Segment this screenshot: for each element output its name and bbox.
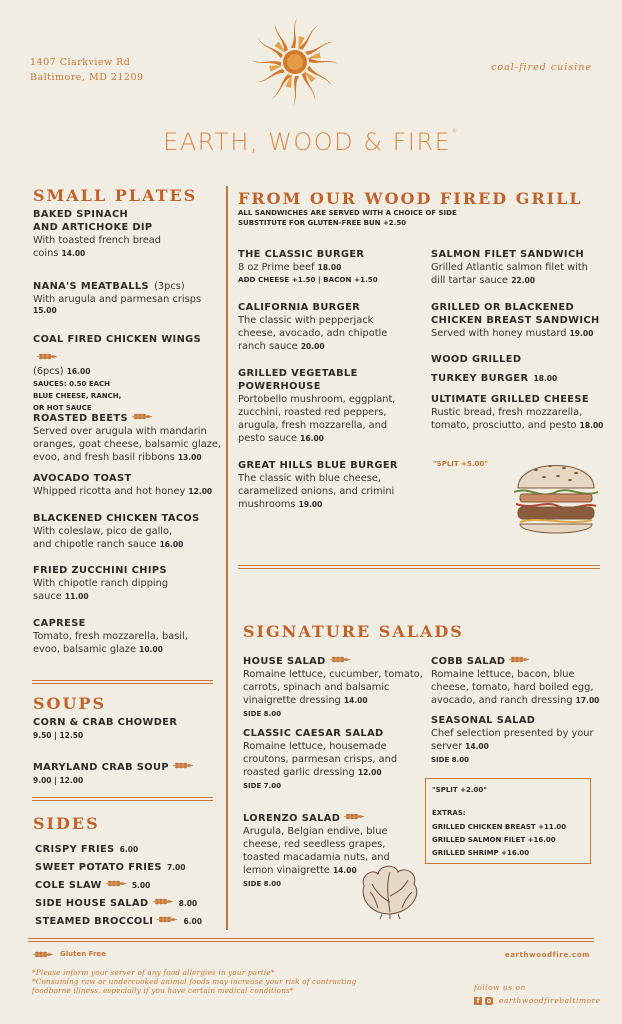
address [30, 55, 144, 85]
small-plates-title: SMALL PLATES [33, 186, 198, 205]
item-price: 5.00 [131, 881, 151, 890]
menu-item [431, 714, 611, 767]
brand-mark: ® [451, 128, 459, 135]
menu-item [33, 716, 223, 743]
disclaimer-line2: *Consuming raw or undercooked animal foods may increase your risk of contracting [32, 977, 357, 986]
menu-item [431, 301, 611, 340]
menu-item [238, 248, 423, 286]
item-desc: Romaine lettuce, housemade [243, 741, 387, 752]
item-desc: With arugula and parmesan crisps [33, 294, 202, 305]
disclaimer-line3: foodborne illness, especially if you have certain medical conditions* [32, 986, 294, 995]
item-price: 12.00 [357, 768, 382, 777]
item-price: 18.00 [579, 421, 604, 430]
item-desc: caramelized onions, and crimini [238, 486, 395, 497]
item-desc: With toasted french bread [33, 235, 161, 246]
item-desc: Arugula, Belgian endive, blue [243, 826, 388, 837]
item-price: 6.00 [183, 917, 202, 926]
item-desc: Served with honey mustard [431, 328, 567, 339]
grill-note-line1: ALL SANDWICHES ARE SERVED WITH A CHOICE OF SIDE [238, 209, 457, 217]
item-desc: avocado, and ranch dressing [431, 695, 573, 706]
item-name: CAPRESE [33, 618, 86, 629]
extras-item: GRILLED CHICKEN BREAST +11.00 [432, 823, 567, 831]
item-desc: cheese, tomato, hard boiled egg, [431, 682, 594, 693]
menu-item [35, 837, 225, 856]
gluten-free-icon [36, 353, 58, 360]
item-name: COAL FIRED CHICKEN WINGS [33, 334, 202, 345]
gluten-free-icon [131, 413, 153, 420]
item-price: 16.00 [159, 540, 184, 549]
menu-item [35, 855, 225, 874]
menu-item [243, 649, 429, 721]
burger-icon [510, 440, 602, 540]
gluten-free-icon [508, 656, 530, 663]
item-name: STEAMED BROCCOLI [35, 916, 154, 927]
footer-divider [28, 938, 594, 942]
column-divider [226, 186, 228, 930]
item-price: 14.00 [61, 249, 86, 258]
item-name: GRILLED OR BLACKENED [431, 302, 575, 313]
item-desc: Served over arugula with mandarin [33, 426, 207, 437]
item-extra: ADD CHEESE +1.50 | BACON +1.50 [238, 275, 378, 284]
item-name: CLASSIC CAESAR SALAD [243, 728, 384, 739]
salad-split: "SPLIT +2.00" [432, 786, 487, 794]
menu-item [35, 891, 225, 910]
item-desc: toasted macadamia nuts, and [243, 852, 390, 863]
item-desc: With chipotle ranch dipping [33, 578, 169, 589]
item-desc: cheese, red seedless grapes, [243, 839, 386, 850]
item-name: ULTIMATE GRILLED CHEESE [431, 394, 589, 405]
menu-item [35, 873, 225, 892]
gluten-free-icon [156, 916, 178, 923]
item-name-line2: CHICKEN BREAST SANDWICH [431, 315, 600, 326]
sides-title: SIDES [33, 814, 100, 833]
item-price: 8.00 [178, 899, 198, 908]
gluten-free-label: Gluten Free [60, 950, 106, 958]
social-handle[interactable]: earthwoodfirebaltimore [499, 996, 601, 1005]
item-price: 14.00 [343, 696, 368, 705]
item-name: CALIFORNIA BURGER [238, 302, 361, 313]
item-name: SALMON FILET SANDWICH [431, 249, 585, 260]
item-desc: croutons, parmesan crisps, and [243, 754, 398, 765]
item-price: 15.00 [33, 306, 57, 315]
grill-note-line2: SUBSTITUTE FOR GLUTEN-FREE BUN +2.50 [238, 219, 407, 227]
grill-split: "SPLIT +5.00" [433, 460, 488, 468]
item-desc: With coleslaw, pico de gallo, [33, 526, 173, 537]
item-desc: evoo, balsamic glaze [33, 644, 136, 655]
item-price: 10.00 [139, 645, 163, 654]
gluten-free-icon [105, 880, 127, 887]
item-desc: roasted garlic dressing [243, 767, 355, 778]
gluten-free-icon [343, 813, 365, 820]
item-price: 6.00 [119, 845, 139, 854]
item-name: SIDE HOUSE SALAD [35, 898, 149, 909]
item-name: ROASTED BEETS [33, 413, 128, 424]
gluten-free-icon [32, 951, 54, 958]
menu-item [431, 248, 611, 287]
item-name-line2: TURKEY BURGER [431, 373, 529, 384]
menu-item [243, 727, 429, 793]
item-desc: 8 oz Prime beef [238, 262, 315, 273]
menu-item [33, 406, 225, 464]
item-name: BAKED SPINACH [33, 209, 129, 220]
item-desc: The classic with blue cheese, [238, 473, 381, 484]
website-link[interactable]: earthwoodfire.com [504, 951, 590, 959]
follow-label: follow us on [474, 983, 526, 992]
item-name-suffix: (3pcs) [154, 281, 185, 292]
item-price: 13.00 [177, 453, 202, 462]
extras-item: GRILLED SALMON FILET +16.00 [432, 836, 556, 844]
item-price: 18.00 [533, 374, 558, 383]
item-name: SEASONAL SALAD [431, 715, 536, 726]
menu-item [33, 512, 223, 551]
item-desc: Romaine lettuce, bacon, blue [431, 669, 575, 680]
sun-icon [252, 14, 338, 110]
soups-title: SOUPS [33, 694, 107, 713]
item-desc: Chef selection presented by your [431, 728, 594, 739]
extras-title: EXTRAS: [432, 809, 466, 817]
menu-item [33, 208, 223, 260]
item-note: OR HOT SAUCE [33, 404, 92, 412]
item-note: BLUE CHEESE, RANCH, [33, 392, 122, 400]
gluten-free-legend [32, 950, 106, 958]
menu-item [33, 617, 223, 656]
menu-item [35, 909, 225, 928]
facebook-icon[interactable]: f [474, 997, 482, 1005]
item-desc: pesto sauce [238, 433, 298, 444]
item-name: SWEET POTATO FRIES [35, 862, 162, 873]
item-name: COBB SALAD [431, 656, 506, 667]
item-name: AVOCADO TOAST [33, 473, 132, 484]
item-price: 14.00 [332, 866, 357, 875]
item-desc: Romaine lettuce, cucumber, tomato, [243, 669, 423, 680]
item-desc: mushrooms [238, 499, 296, 510]
menu-item [238, 367, 423, 445]
item-desc: and chipotle ranch sauce [33, 539, 157, 550]
menu-item [33, 755, 223, 788]
item-price: 9.50 | 12.50 [33, 731, 84, 740]
item-name: THE CLASSIC BURGER [238, 249, 365, 260]
menu-item [238, 301, 423, 353]
item-name: LORENZO SALAD [243, 813, 341, 824]
address-line2: Baltimore, MD 21209 [30, 72, 144, 83]
item-price: 14.00 [465, 742, 489, 751]
item-desc: zucchini, roasted red peppers, [238, 407, 387, 418]
item-side-price: SIDE 8.00 [431, 756, 469, 764]
item-price: 17.00 [575, 696, 600, 705]
address-line1: 1407 Clarkview Rd [30, 57, 131, 68]
gluten-free-icon [172, 762, 194, 769]
menu-item [431, 393, 616, 432]
item-price: 19.00 [298, 500, 323, 509]
item-desc: cheese, avocado, adn chipotle [238, 328, 388, 339]
lettuce-icon [356, 862, 424, 920]
divider [238, 565, 600, 569]
menu-item [33, 564, 223, 603]
item-side-price: SIDE 8.00 [243, 710, 281, 718]
gluten-free-icon [329, 656, 351, 663]
item-side-price: SIDE 8.00 [243, 880, 281, 888]
item-name: CRISPY FRIES [35, 844, 115, 855]
item-desc: Portobello mushroom, eggplant, [238, 394, 396, 405]
divider [32, 680, 213, 684]
item-side-price: SIDE 7.00 [243, 782, 281, 790]
item-desc: The classic with pepperjack [238, 315, 374, 326]
item-name: GRILLED VEGETABLE [238, 368, 358, 379]
item-name: HOUSE SALAD [243, 656, 326, 667]
menu-item [33, 274, 223, 315]
social-row [474, 996, 601, 1005]
item-price: 19.00 [569, 329, 594, 338]
disclaimer [32, 968, 356, 995]
item-name: GREAT HILLS BLUE BURGER [238, 460, 398, 471]
brand-name [0, 128, 622, 156]
item-desc: tomato, prosciutto, and pesto [431, 420, 577, 431]
grill-title: FROM OUR WOOD FIRED GRILL [238, 189, 583, 208]
tagline: coal-fired cuisine [491, 62, 592, 73]
item-name: NANA'S MEATBALLS [33, 281, 149, 292]
item-price: 9.00 | 12.00 [33, 776, 84, 785]
item-name-line2: POWERHOUSE [238, 381, 321, 392]
extras-box [425, 778, 591, 864]
grill-note [238, 208, 457, 228]
item-price: 22.00 [511, 276, 535, 285]
item-name: COLE SLAW [35, 880, 102, 891]
item-price: 16.00 [300, 434, 324, 443]
item-desc: server [431, 741, 463, 752]
item-desc: Grilled Atlantic salmon filet with [431, 262, 588, 273]
item-price: 7.00 [166, 863, 186, 872]
item-price: 11.00 [64, 592, 89, 601]
item-desc: carrots, spinach and balsamic [243, 682, 390, 693]
salads-title: SIGNATURE SALADS [243, 622, 464, 641]
item-desc: ranch sauce [238, 341, 298, 352]
item-desc: evoo, and fresh basil ribbons [33, 452, 175, 463]
menu-item [238, 459, 423, 511]
divider [32, 797, 213, 801]
menu-item [33, 472, 223, 498]
instagram-icon[interactable] [485, 997, 493, 1005]
item-price: 20.00 [300, 342, 325, 351]
item-name: BLACKENED CHICKEN TACOS [33, 513, 200, 524]
item-desc: Rustic bread, fresh mozzarella, [431, 407, 583, 418]
brand-text: EARTH, WOOD & FIRE [163, 128, 452, 156]
disclaimer-line1: *Please inform your server of any food allergies in your partie* [32, 968, 275, 977]
item-desc: sauce [33, 591, 62, 602]
item-name: CORN & CRAB CHOWDER [33, 717, 178, 728]
item-note: SAUCES: 0.50 EACH [33, 380, 111, 388]
item-desc: Tomato, fresh mozzarella, basil, [33, 631, 188, 642]
item-desc: vinaigrette dressing [243, 695, 341, 706]
menu-item [431, 649, 611, 707]
item-price: 18.00 [317, 263, 342, 272]
item-desc: oranges, goat cheese, balsamic glaze, [33, 439, 222, 450]
item-desc: Whipped ricotta and hot honey [33, 486, 186, 497]
item-name: FRIED ZUCCHINI CHIPS [33, 565, 167, 576]
menu-item [431, 353, 611, 385]
item-desc: coins [33, 248, 59, 259]
item-desc: dill tartar sauce [431, 275, 509, 286]
item-desc: (6pcs) [33, 366, 64, 377]
gluten-free-icon [152, 898, 174, 905]
extras-item: GRILLED SHRIMP +16.00 [432, 849, 530, 857]
menu-item [33, 327, 225, 414]
item-price: 12.00 [188, 487, 213, 496]
item-desc: lemon vinaigrette [243, 865, 330, 876]
item-name: WOOD GRILLED [431, 354, 522, 365]
item-name: MARYLAND CRAB SOUP [33, 762, 169, 773]
item-name-line2: AND ARTICHOKE DIP [33, 222, 153, 233]
item-desc: arugula, fresh mozzarella, and [238, 420, 388, 431]
item-price: 16.00 [66, 367, 91, 376]
